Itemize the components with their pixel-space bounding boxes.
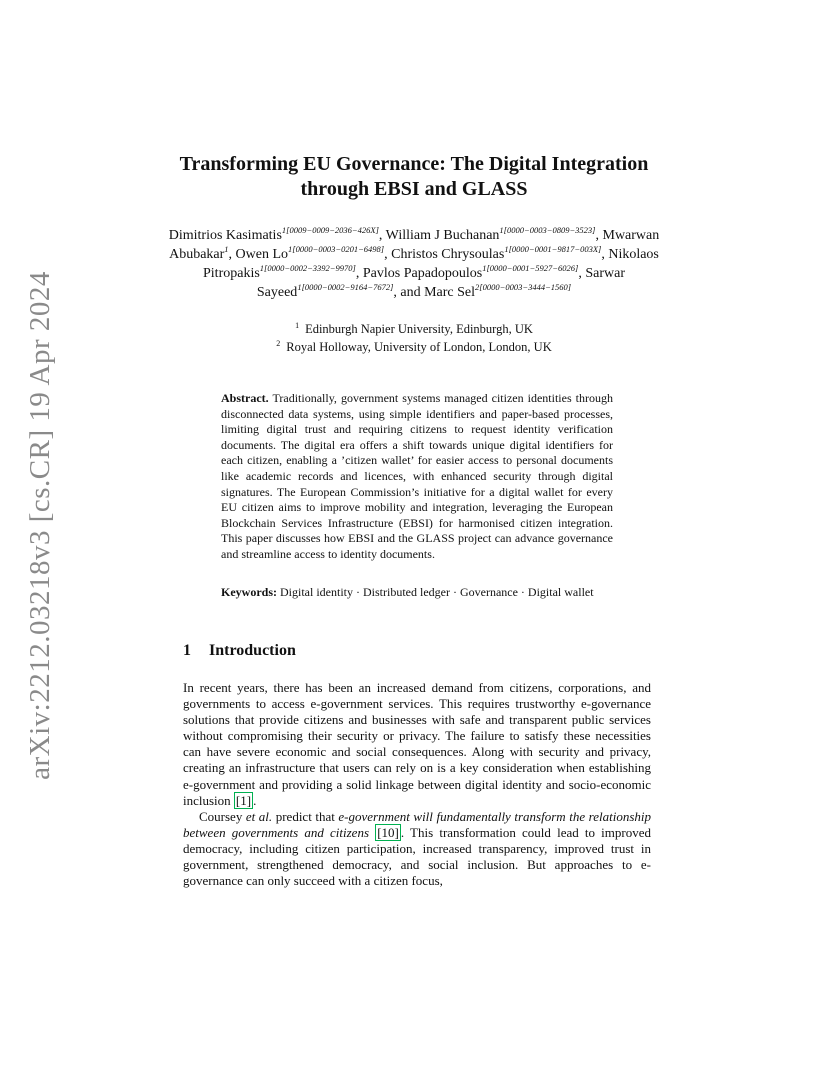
paragraph [183, 809, 651, 889]
author-name: Dimitrios Kasimatis [168, 228, 282, 243]
section-number: 1 [183, 642, 191, 659]
author-separator: , [595, 228, 603, 243]
author-orcid: 1 [224, 244, 229, 254]
paragraph-text: . This transformation could lead to improved democracy, including citizen participation, increased transparency, improved trust in government, strengthened democracy, and social inclusion. But approaches to e-governance can only succeed with a citizen focus, [183, 824, 652, 889]
author-orcid: 1[0000−0001−5927−6026] [482, 263, 579, 273]
author-name: Owen Lo [235, 247, 289, 262]
author-separator: , and [393, 285, 425, 300]
author-list [160, 226, 668, 302]
paragraph-text: Coursey [199, 808, 246, 824]
author-orcid: 1[0000−0003−0201−6498] [288, 244, 385, 254]
author-orcid: 1[0009−0009−2036−426X] [281, 225, 379, 235]
author-separator: , [378, 228, 386, 243]
affiliation-number: 2 [276, 339, 281, 348]
abstract-label: Abstract. [221, 391, 269, 405]
paragraph-text: In recent years, there has been an increased demand from citizens, corporations, and governments to access e-government services. This requires trustworthy e-governance solutions that provide citizens and businesses with safe and transparent public services without compromising their security or privacy. The failure to satisfy these necessities can have severe economic and social consequences. Along with security and privacy, creating an infrastructure that users can rely on is a key consideration when establishing e-government and providing a solid linkage between digital identity and socio-economic inclusion [183, 680, 651, 808]
author-separator: , [355, 266, 363, 281]
author-name: Marc Sel [424, 285, 476, 300]
arxiv-side-label [20, 270, 60, 780]
keywords-label: Keywords: [221, 585, 277, 599]
body-text [183, 680, 651, 889]
abstract-text: Traditionally, government systems managed citizen identities through disconnected data systems, using simple identifiers and paper-based processes, limiting digital trust and requiring citizens to request identity verification documents. The digital era offers a shift towards unique digital identifiers for each citizen, enabling a ’citizen wallet’ for easier access to personal documents like academic records and licences, with enhanced security through digital signatures. The European Commission’s initiative for a digital wallet for every EU citizen aims to improve mobility and integration, leveraging the European Blockchain Services Infrastructure (EBSI) for harmonised citizen integration. This paper discusses how EBSI and the GLASS project can advance governance and streamline access to identity documents. [221, 391, 613, 561]
section-title: Introduction [209, 642, 296, 659]
author-name: Mwarwan Abubakar [169, 228, 660, 262]
author-name: Christos Chrysoulas [391, 247, 505, 262]
author-separator: , [384, 247, 392, 262]
affiliation-number: 1 [295, 321, 300, 330]
paragraph [183, 680, 651, 809]
author-separator: , [601, 247, 609, 262]
author-orcid: 1[0000−0002−3392−9970] [259, 263, 356, 273]
author-name: Nikolaos Pitropakis [203, 247, 659, 281]
citation-link[interactable]: [10] [377, 824, 399, 840]
author-name: Sarwar Sayeed [256, 266, 625, 300]
author-separator: , [578, 266, 582, 281]
abstract [221, 391, 613, 563]
author-name: Pavlos Papadopoulos [362, 266, 483, 281]
author-orcid: 1[0000−0001−9817−003X] [504, 244, 602, 254]
quoted-text: e-government will fundamentally transform the relationship between governments and citizens [183, 808, 651, 840]
affiliation-line [160, 338, 668, 356]
citation-link[interactable]: [1] [235, 792, 252, 808]
affiliation-text: Royal Holloway, University of London, London, UK [286, 340, 552, 354]
emphasis-text: et al. [245, 808, 273, 824]
author-orcid: 2[0000−0003−3444−1560] [475, 282, 572, 292]
paper-title: Transforming EU Governance: The Digital Integration through EBSI and GLASS [179, 153, 649, 200]
arxiv-identifier: arXiv:2212.03218v3 [cs.CR] 19 Apr 2024 [23, 270, 56, 780]
author-orcid: 1[0000−0002−9164−7672] [297, 282, 394, 292]
author-orcid: 1[0000−0003−0809−3523] [499, 225, 596, 235]
keywords-text: Digital identity · Distributed ledger · Governance · Digital wallet [280, 585, 594, 599]
paragraph-text: predict that [272, 808, 339, 824]
section-heading [183, 642, 296, 660]
author-separator: , [228, 247, 236, 262]
affiliation-text: Edinburgh Napier University, Edinburgh, UK [305, 322, 533, 336]
affiliation-line [160, 320, 668, 338]
keywords [221, 585, 613, 601]
author-name: William J Buchanan [385, 228, 500, 243]
affiliations [160, 320, 668, 356]
paragraph-text: . [253, 792, 257, 808]
